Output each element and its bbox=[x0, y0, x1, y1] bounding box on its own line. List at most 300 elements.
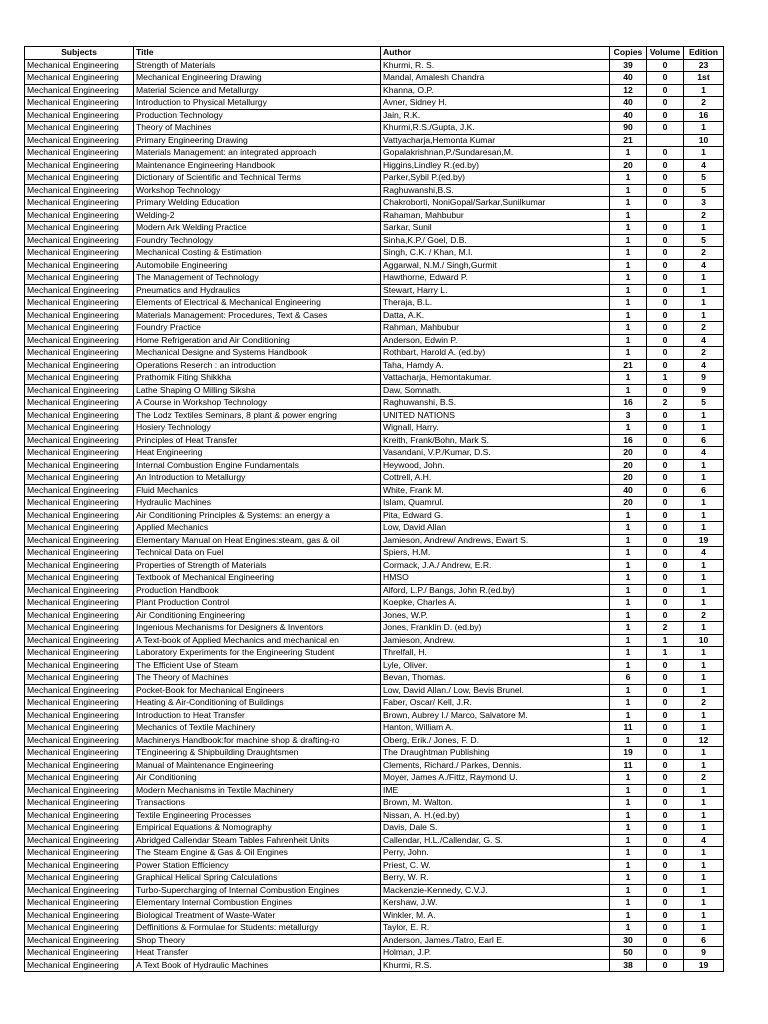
author-cell: Priest, C. W. bbox=[381, 859, 610, 872]
table-row bbox=[25, 159, 724, 172]
edition-cell: 5 bbox=[684, 397, 724, 410]
volume-cell: 0 bbox=[647, 572, 684, 585]
author-cell: Wignall, Harry. bbox=[381, 422, 610, 435]
title-cell: Technical Data on Fuel bbox=[134, 547, 381, 560]
author-cell: Stewart, Harry L. bbox=[381, 284, 610, 297]
copies-cell: 1 bbox=[610, 322, 647, 335]
copies-cell: 40 bbox=[610, 97, 647, 110]
copies-cell: 1 bbox=[610, 772, 647, 785]
copies-cell: 1 bbox=[610, 309, 647, 322]
author-cell: Callendar, H.L./Callendar, G. S. bbox=[381, 834, 610, 847]
copies-cell: 20 bbox=[610, 447, 647, 460]
edition-cell: 1 bbox=[684, 497, 724, 510]
author-cell: Anderson, Edwin P. bbox=[381, 334, 610, 347]
volume-cell: 0 bbox=[647, 809, 684, 822]
volume-cell: 0 bbox=[647, 722, 684, 735]
copies-cell: 1 bbox=[610, 822, 647, 835]
table-row bbox=[25, 659, 724, 672]
edition-cell: 1 bbox=[684, 622, 724, 635]
subject-cell: Mechanical Engineering bbox=[25, 784, 134, 797]
volume-cell: 1 bbox=[647, 372, 684, 385]
subject-cell: Mechanical Engineering bbox=[25, 647, 134, 660]
title-cell: Machinerys Handbook:for machine shop & drafting-ro bbox=[134, 734, 381, 747]
subject-cell: Mechanical Engineering bbox=[25, 359, 134, 372]
copies-cell: 1 bbox=[610, 209, 647, 222]
subject-cell: Mechanical Engineering bbox=[25, 697, 134, 710]
edition-cell: 1 bbox=[684, 722, 724, 735]
table-row bbox=[25, 222, 724, 235]
copies-cell: 11 bbox=[610, 759, 647, 772]
table-row bbox=[25, 122, 724, 135]
edition-cell: 1 bbox=[684, 684, 724, 697]
volume-cell: 0 bbox=[647, 747, 684, 760]
subject-cell: Mechanical Engineering bbox=[25, 422, 134, 435]
volume-cell: 0 bbox=[647, 359, 684, 372]
title-cell: Internal Combustion Engine Fundamentals bbox=[134, 459, 381, 472]
subject-cell: Mechanical Engineering bbox=[25, 184, 134, 197]
table-row bbox=[25, 72, 724, 85]
volume-cell: 0 bbox=[647, 184, 684, 197]
volume-cell: 0 bbox=[647, 697, 684, 710]
edition-cell: 1 bbox=[684, 847, 724, 860]
volume-cell: 0 bbox=[647, 759, 684, 772]
table-row bbox=[25, 309, 724, 322]
title-cell: Heat Engineering bbox=[134, 447, 381, 460]
volume-cell: 0 bbox=[647, 472, 684, 485]
table-row bbox=[25, 909, 724, 922]
edition-cell: 1 bbox=[684, 884, 724, 897]
author-cell: Raghuwanshi,B.S. bbox=[381, 184, 610, 197]
subject-cell: Mechanical Engineering bbox=[25, 947, 134, 960]
subject-cell: Mechanical Engineering bbox=[25, 934, 134, 947]
title-cell: Maintenance Engineering Handbook bbox=[134, 159, 381, 172]
author-cell: Kreith, Frank/Bohn, Mark S. bbox=[381, 434, 610, 447]
volume-cell: 0 bbox=[647, 797, 684, 810]
copies-cell: 39 bbox=[610, 59, 647, 72]
edition-cell: 1 bbox=[684, 809, 724, 822]
volume-cell: 0 bbox=[647, 409, 684, 422]
author-cell: Mandal, Amalesh Chandra bbox=[381, 72, 610, 85]
title-cell: Primary Welding Education bbox=[134, 197, 381, 210]
volume-cell: 2 bbox=[647, 622, 684, 635]
edition-cell: 4 bbox=[684, 834, 724, 847]
edition-cell: 16 bbox=[684, 109, 724, 122]
edition-cell: 1 bbox=[684, 272, 724, 285]
copies-cell: 20 bbox=[610, 159, 647, 172]
copies-cell: 20 bbox=[610, 497, 647, 510]
copies-cell: 1 bbox=[610, 422, 647, 435]
copies-cell: 20 bbox=[610, 459, 647, 472]
title-cell: A Text Book of Hydraulic Machines bbox=[134, 959, 381, 972]
author-cell: Aggarwal, N.M./ Singh,Gurmit bbox=[381, 259, 610, 272]
copies-cell: 1 bbox=[610, 172, 647, 185]
table-row bbox=[25, 59, 724, 72]
edition-cell: 4 bbox=[684, 334, 724, 347]
title-cell: Plant Production Control bbox=[134, 597, 381, 610]
copies-cell: 1 bbox=[610, 372, 647, 385]
subject-cell: Mechanical Engineering bbox=[25, 372, 134, 385]
author-cell: Khurmi,R.S./Gupta, J.K. bbox=[381, 122, 610, 135]
author-cell: Holman, J.P. bbox=[381, 947, 610, 960]
title-cell: Pocket-Book for Mechanical Engineers bbox=[134, 684, 381, 697]
volume-cell: 0 bbox=[647, 284, 684, 297]
copies-cell: 30 bbox=[610, 934, 647, 947]
edition-cell: 1 bbox=[684, 859, 724, 872]
subject-cell: Mechanical Engineering bbox=[25, 272, 134, 285]
subject-cell: Mechanical Engineering bbox=[25, 84, 134, 97]
title-cell: Material Science and Metallurgy bbox=[134, 84, 381, 97]
author-cell: Hanton, William A. bbox=[381, 722, 610, 735]
subject-cell: Mechanical Engineering bbox=[25, 159, 134, 172]
edition-cell: 1 bbox=[684, 822, 724, 835]
volume-cell: 0 bbox=[647, 309, 684, 322]
subject-cell: Mechanical Engineering bbox=[25, 797, 134, 810]
volume-cell: 0 bbox=[647, 84, 684, 97]
author-cell: Winkler, M. A. bbox=[381, 909, 610, 922]
subject-cell: Mechanical Engineering bbox=[25, 247, 134, 260]
title-cell: Shop Theory bbox=[134, 934, 381, 947]
table-row bbox=[25, 822, 724, 835]
edition-cell: 10 bbox=[684, 634, 724, 647]
author-cell: Berry, W. R. bbox=[381, 872, 610, 885]
volume-cell: 0 bbox=[647, 547, 684, 560]
subject-cell: Mechanical Engineering bbox=[25, 334, 134, 347]
volume-cell: 0 bbox=[647, 784, 684, 797]
edition-cell: 1 bbox=[684, 797, 724, 810]
title-cell: Introduction to Heat Transfer bbox=[134, 709, 381, 722]
copies-cell: 3 bbox=[610, 409, 647, 422]
author-cell: Anderson, James./Tatro, Earl E. bbox=[381, 934, 610, 947]
author-cell: Rothbart, Harold A. (ed.by) bbox=[381, 347, 610, 360]
volume-cell: 2 bbox=[647, 397, 684, 410]
title-cell: Biological Treatment of Waste-Water bbox=[134, 909, 381, 922]
table-row bbox=[25, 697, 724, 710]
copies-cell: 1 bbox=[610, 147, 647, 160]
subject-cell: Mechanical Engineering bbox=[25, 834, 134, 847]
edition-cell: 5 bbox=[684, 172, 724, 185]
author-cell: Low, David Allan bbox=[381, 522, 610, 535]
edition-cell: 1 bbox=[684, 309, 724, 322]
edition-cell: 23 bbox=[684, 59, 724, 72]
volume-header: Volume bbox=[647, 47, 684, 60]
copies-cell: 21 bbox=[610, 359, 647, 372]
subject-cell: Mechanical Engineering bbox=[25, 884, 134, 897]
volume-cell: 0 bbox=[647, 559, 684, 572]
volume-cell: 0 bbox=[647, 72, 684, 85]
subject-cell: Mechanical Engineering bbox=[25, 409, 134, 422]
table-row bbox=[25, 409, 724, 422]
subject-cell: Mechanical Engineering bbox=[25, 284, 134, 297]
table-row bbox=[25, 609, 724, 622]
copies-cell: 12 bbox=[610, 84, 647, 97]
copies-cell: 1 bbox=[610, 847, 647, 860]
edition-cell: 4 bbox=[684, 259, 724, 272]
volume-cell: 0 bbox=[647, 122, 684, 135]
title-cell: Abridged Callendar Steam Tables Fahrenheit Units bbox=[134, 834, 381, 847]
copies-cell: 1 bbox=[610, 284, 647, 297]
author-cell: HMSO bbox=[381, 572, 610, 585]
copies-cell: 1 bbox=[610, 697, 647, 710]
copies-header: Copies bbox=[610, 47, 647, 60]
table-row bbox=[25, 247, 724, 260]
subject-cell: Mechanical Engineering bbox=[25, 684, 134, 697]
author-cell: Taylor, E. R. bbox=[381, 922, 610, 935]
table-row bbox=[25, 259, 724, 272]
edition-cell: 2 bbox=[684, 322, 724, 335]
author-cell: Perry, John. bbox=[381, 847, 610, 860]
table-row bbox=[25, 297, 724, 310]
volume-cell: 0 bbox=[647, 734, 684, 747]
author-cell: Gopalakrishnan,P./Sundaresan,M. bbox=[381, 147, 610, 160]
author-cell: Chakroborti, NoniGopal/Sarkar,Sunilkumar bbox=[381, 197, 610, 210]
title-cell: Automobile Engineering bbox=[134, 259, 381, 272]
title-cell: Textbook of Mechanical Engineering bbox=[134, 572, 381, 585]
edition-cell: 6 bbox=[684, 434, 724, 447]
volume-cell: 0 bbox=[647, 684, 684, 697]
author-cell: Alford, L.P./ Bangs, John R.(ed.by) bbox=[381, 584, 610, 597]
author-cell: White, Frank M. bbox=[381, 484, 610, 497]
copies-cell: 1 bbox=[610, 734, 647, 747]
copies-cell: 1 bbox=[610, 784, 647, 797]
volume-cell bbox=[647, 134, 684, 147]
table-row bbox=[25, 672, 724, 685]
table-row bbox=[25, 97, 724, 110]
volume-cell: 0 bbox=[647, 459, 684, 472]
copies-cell: 1 bbox=[610, 884, 647, 897]
subject-cell: Mechanical Engineering bbox=[25, 447, 134, 460]
table-row bbox=[25, 109, 724, 122]
table-row bbox=[25, 797, 724, 810]
author-cell: Lyle, Oliver. bbox=[381, 659, 610, 672]
copies-cell: 50 bbox=[610, 947, 647, 960]
table-row bbox=[25, 772, 724, 785]
author-cell: Daw, Somnath. bbox=[381, 384, 610, 397]
table-row bbox=[25, 884, 724, 897]
title-cell: Textile Engineering Processes bbox=[134, 809, 381, 822]
edition-cell: 1 bbox=[684, 522, 724, 535]
edition-cell: 2 bbox=[684, 347, 724, 360]
title-cell: Heat Transfer bbox=[134, 947, 381, 960]
subject-cell: Mechanical Engineering bbox=[25, 759, 134, 772]
volume-cell: 0 bbox=[647, 197, 684, 210]
table-row bbox=[25, 284, 724, 297]
volume-cell: 0 bbox=[647, 872, 684, 885]
subject-cell: Mechanical Engineering bbox=[25, 722, 134, 735]
table-row bbox=[25, 622, 724, 635]
edition-cell: 2 bbox=[684, 97, 724, 110]
copies-cell: 1 bbox=[610, 859, 647, 872]
copies-cell: 1 bbox=[610, 334, 647, 347]
edition-cell: 1 bbox=[684, 509, 724, 522]
title-cell: Lathe Shaping O Milling Siksha bbox=[134, 384, 381, 397]
edition-cell: 1 bbox=[684, 459, 724, 472]
copies-cell: 1 bbox=[610, 684, 647, 697]
subject-cell: Mechanical Engineering bbox=[25, 122, 134, 135]
edition-cell: 2 bbox=[684, 697, 724, 710]
book-list-table bbox=[24, 46, 724, 972]
subject-cell: Mechanical Engineering bbox=[25, 734, 134, 747]
subject-cell: Mechanical Engineering bbox=[25, 234, 134, 247]
table-row bbox=[25, 272, 724, 285]
edition-cell: 1 bbox=[684, 284, 724, 297]
title-cell: Applied Mechanics bbox=[134, 522, 381, 535]
edition-cell: 6 bbox=[684, 484, 724, 497]
title-cell: Dictionary of Scientific and Technical Terms bbox=[134, 172, 381, 185]
subject-cell: Mechanical Engineering bbox=[25, 134, 134, 147]
author-cell: Vasandani, V.P./Kumar, D.S. bbox=[381, 447, 610, 460]
title-cell: The Efficient Use of Steam bbox=[134, 659, 381, 672]
author-cell: Moyer, James A./Fittz, Raymond U. bbox=[381, 772, 610, 785]
volume-cell: 0 bbox=[647, 147, 684, 160]
edition-cell: 1st bbox=[684, 72, 724, 85]
title-cell: Transactions bbox=[134, 797, 381, 810]
copies-cell: 40 bbox=[610, 72, 647, 85]
author-cell: The Draughtman Publishing bbox=[381, 747, 610, 760]
edition-cell: 1 bbox=[684, 759, 724, 772]
copies-cell: 19 bbox=[610, 747, 647, 760]
edition-cell: 1 bbox=[684, 147, 724, 160]
title-cell: Graphical Helical Spring Calculations bbox=[134, 872, 381, 885]
copies-cell: 1 bbox=[610, 809, 647, 822]
volume-cell: 0 bbox=[647, 347, 684, 360]
title-cell: The Theory of Machines bbox=[134, 672, 381, 685]
author-cell: Khurmi, R.S. bbox=[381, 959, 610, 972]
header-row bbox=[25, 47, 724, 60]
author-cell: Higgins,Lindley R.(ed.by) bbox=[381, 159, 610, 172]
title-cell: Empirical Equations & Nomography bbox=[134, 822, 381, 835]
volume-cell: 0 bbox=[647, 159, 684, 172]
copies-cell: 16 bbox=[610, 397, 647, 410]
author-cell: Singh, C.K. / Khan, M.I. bbox=[381, 247, 610, 260]
volume-cell: 0 bbox=[647, 172, 684, 185]
subject-cell: Mechanical Engineering bbox=[25, 859, 134, 872]
volume-cell: 0 bbox=[647, 922, 684, 935]
volume-cell: 0 bbox=[647, 584, 684, 597]
table-row bbox=[25, 959, 724, 972]
table-row bbox=[25, 747, 724, 760]
title-cell: Foundry Practice bbox=[134, 322, 381, 335]
author-cell: Mackenzie-Kennedy, C.V.J. bbox=[381, 884, 610, 897]
volume-cell: 0 bbox=[647, 259, 684, 272]
subject-cell: Mechanical Engineering bbox=[25, 672, 134, 685]
title-cell: A Course in Workshop Technology bbox=[134, 397, 381, 410]
edition-cell: 1 bbox=[684, 659, 724, 672]
title-cell: Principles of Heat Transfer bbox=[134, 434, 381, 447]
subject-cell: Mechanical Engineering bbox=[25, 909, 134, 922]
table-row bbox=[25, 447, 724, 460]
edition-cell: 3 bbox=[684, 197, 724, 210]
edition-cell: 9 bbox=[684, 947, 724, 960]
table-row bbox=[25, 684, 724, 697]
table-row bbox=[25, 434, 724, 447]
volume-cell: 1 bbox=[647, 647, 684, 660]
copies-cell: 40 bbox=[610, 109, 647, 122]
edition-cell: 1 bbox=[684, 84, 724, 97]
title-cell: Air Conditioning bbox=[134, 772, 381, 785]
subjects-header: Subjects bbox=[25, 47, 134, 60]
author-cell: Khanna, O.P. bbox=[381, 84, 610, 97]
table-row bbox=[25, 197, 724, 210]
copies-cell: 1 bbox=[610, 909, 647, 922]
author-cell: Islam, Quamrul. bbox=[381, 497, 610, 510]
author-cell: Hawthorne, Edward P. bbox=[381, 272, 610, 285]
copies-cell: 1 bbox=[610, 509, 647, 522]
author-cell: Khurmi, R. S. bbox=[381, 59, 610, 72]
table-row bbox=[25, 784, 724, 797]
subject-cell: Mechanical Engineering bbox=[25, 459, 134, 472]
author-cell: Faber, Oscar/ Kell, J.R. bbox=[381, 697, 610, 710]
copies-cell: 1 bbox=[610, 184, 647, 197]
copies-cell: 1 bbox=[610, 572, 647, 585]
volume-cell: 0 bbox=[647, 234, 684, 247]
copies-cell: 1 bbox=[610, 247, 647, 260]
title-cell: The Steam Engine & Gas & Oil Engines bbox=[134, 847, 381, 860]
title-cell: Manual of Maintenance Engineering bbox=[134, 759, 381, 772]
volume-cell: 0 bbox=[647, 884, 684, 897]
table-row bbox=[25, 522, 724, 535]
table-row bbox=[25, 922, 724, 935]
title-cell: Theory of Machines bbox=[134, 122, 381, 135]
subject-cell: Mechanical Engineering bbox=[25, 897, 134, 910]
volume-cell: 0 bbox=[647, 509, 684, 522]
volume-cell: 0 bbox=[647, 659, 684, 672]
table-row bbox=[25, 734, 724, 747]
title-cell: Elementary Manual on Heat Engines:steam, gas & oil bbox=[134, 534, 381, 547]
copies-cell: 16 bbox=[610, 434, 647, 447]
copies-cell: 1 bbox=[610, 872, 647, 885]
title-cell: Modern Ark Welding Practice bbox=[134, 222, 381, 235]
volume-cell: 0 bbox=[647, 822, 684, 835]
title-cell: TEngineering & Shipbuilding Draughtsmen bbox=[134, 747, 381, 760]
subject-cell: Mechanical Engineering bbox=[25, 622, 134, 635]
volume-cell: 0 bbox=[647, 522, 684, 535]
copies-cell: 1 bbox=[610, 897, 647, 910]
author-cell: Parker,Sybil P.(ed.by) bbox=[381, 172, 610, 185]
title-cell: Air Conditioning Principles & Systems: an energy a bbox=[134, 509, 381, 522]
copies-cell: 1 bbox=[610, 647, 647, 660]
subject-cell: Mechanical Engineering bbox=[25, 434, 134, 447]
edition-cell: 2 bbox=[684, 209, 724, 222]
author-cell: Vattyacharja,Hemonta Kumar bbox=[381, 134, 610, 147]
title-cell: Workshop Technology bbox=[134, 184, 381, 197]
table-row bbox=[25, 234, 724, 247]
title-cell: Production Handbook bbox=[134, 584, 381, 597]
copies-cell: 1 bbox=[610, 547, 647, 560]
title-cell: Fluid Mechanics bbox=[134, 484, 381, 497]
copies-cell: 1 bbox=[610, 347, 647, 360]
volume-cell: 0 bbox=[647, 897, 684, 910]
edition-cell: 4 bbox=[684, 547, 724, 560]
author-cell: Avner, Sidney H. bbox=[381, 97, 610, 110]
author-cell: Spiers, H.M. bbox=[381, 547, 610, 560]
volume-cell: 0 bbox=[647, 859, 684, 872]
subject-cell: Mechanical Engineering bbox=[25, 772, 134, 785]
edition-cell: 4 bbox=[684, 447, 724, 460]
volume-cell bbox=[647, 209, 684, 222]
author-cell: UNITED NATIONS bbox=[381, 409, 610, 422]
title-cell: Materials Management: an integrated approach bbox=[134, 147, 381, 160]
title-cell: Elements of Electrical & Mechanical Engineering bbox=[134, 297, 381, 310]
subject-cell: Mechanical Engineering bbox=[25, 322, 134, 335]
subject-cell: Mechanical Engineering bbox=[25, 534, 134, 547]
edition-cell: 1 bbox=[684, 409, 724, 422]
title-cell: Production Technology bbox=[134, 109, 381, 122]
table-row bbox=[25, 134, 724, 147]
table-row bbox=[25, 709, 724, 722]
author-cell: Datta, A.K. bbox=[381, 309, 610, 322]
title-cell: Operations Reserch : an introduction bbox=[134, 359, 381, 372]
table-row bbox=[25, 722, 724, 735]
